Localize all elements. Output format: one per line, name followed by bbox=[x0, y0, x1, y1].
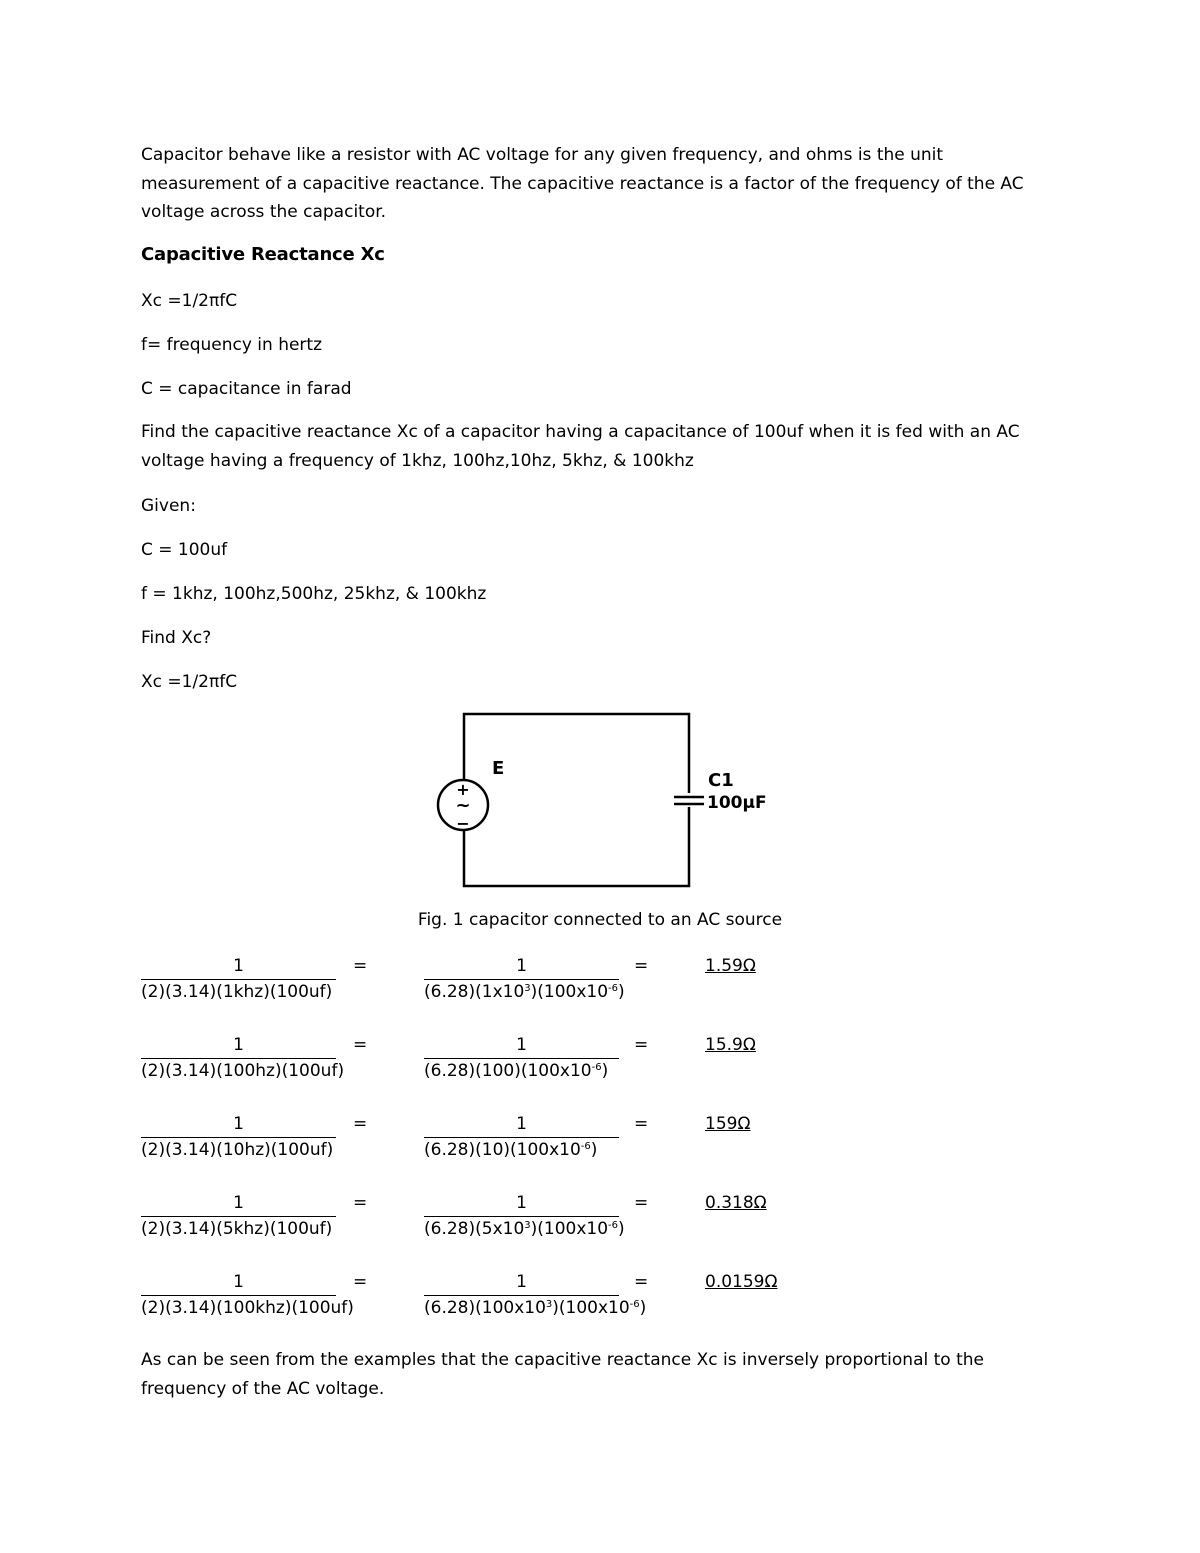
denominator-left: (2)(3.14)(10hz)(100uf) bbox=[141, 1140, 334, 1160]
equals-sign: = bbox=[634, 1272, 649, 1292]
find-label: Find Xc? bbox=[141, 628, 212, 648]
numerator: 1 bbox=[424, 1271, 619, 1296]
given-label: Given: bbox=[141, 496, 196, 516]
denominator-right: $(6.28)(5x10^3)(100x10^{-6})$ bbox=[424, 1219, 625, 1239]
numerator: 1 bbox=[424, 1034, 619, 1059]
source-plus: + bbox=[456, 780, 470, 799]
definition-f: f= frequency in hertz bbox=[141, 335, 323, 355]
figure-caption: Fig. 1 capacitor connected to an AC source bbox=[417, 910, 783, 930]
calculation-row bbox=[0, 955, 1200, 1015]
result-value: 15.9Ω bbox=[705, 1035, 756, 1055]
equals-sign: = bbox=[353, 1035, 368, 1055]
intro-paragraph: Capacitor behave like a resistor with AC voltage for any given frequency, and ohms is the unit measurement of a capacitive reactance. The capacitive reactance is a factor of the frequency of the AC voltage across the capacitor. bbox=[141, 145, 1024, 222]
numerator: 1 bbox=[141, 1034, 336, 1059]
given-capacitance: C = 100uf bbox=[141, 540, 228, 560]
formula-line: Xc =1/2πfC bbox=[141, 291, 238, 311]
conclusion-paragraph: As can be seen from the examples that the capacitive reactance Xc is inversely proportional to the frequency of the AC voltage. bbox=[141, 1350, 984, 1399]
denominator-left: (2)(3.14)(1khz)(100uf) bbox=[141, 982, 333, 1002]
result-value: 159Ω bbox=[705, 1114, 751, 1134]
result-value: 0.0159Ω bbox=[705, 1272, 778, 1292]
calculation-row bbox=[0, 1192, 1200, 1252]
numerator: 1 bbox=[141, 955, 336, 980]
numerator: 1 bbox=[424, 1192, 619, 1217]
result-value: 1.59Ω bbox=[705, 956, 756, 976]
formula-line-2: Xc =1/2πfC bbox=[141, 672, 238, 692]
calculation-row bbox=[0, 1113, 1200, 1173]
numerator: 1 bbox=[141, 1271, 336, 1296]
calculation-row bbox=[0, 1271, 1200, 1331]
wire-top bbox=[464, 714, 689, 793]
equals-sign: = bbox=[634, 1114, 649, 1134]
capacitor-name: C1 bbox=[708, 770, 734, 791]
denominator-right: $(6.28)(1x10^3)(100x10^{-6})$ bbox=[424, 982, 625, 1002]
numerator: 1 bbox=[424, 1113, 619, 1138]
circuit-diagram bbox=[430, 705, 770, 895]
calculation-row bbox=[0, 1034, 1200, 1094]
source-minus: − bbox=[456, 814, 470, 833]
result-value: 0.318Ω bbox=[705, 1193, 767, 1213]
denominator-left: (2)(3.14)(100hz)(100uf) bbox=[141, 1061, 345, 1081]
denominator-left: (2)(3.14)(100khz)(100uf) bbox=[141, 1298, 354, 1318]
denominator-right: $(6.28)(100)(100x10^{-6})$ bbox=[424, 1061, 609, 1081]
given-frequencies: f = 1khz, 100hz,500hz, 25khz, & 100khz bbox=[141, 584, 487, 604]
numerator: 1 bbox=[424, 955, 619, 980]
equals-sign: = bbox=[634, 956, 649, 976]
wire-bottom bbox=[464, 807, 689, 886]
capacitor-value: 100µF bbox=[707, 793, 767, 813]
equals-sign: = bbox=[353, 1272, 368, 1292]
definition-c: C = capacitance in farad bbox=[141, 379, 352, 399]
equals-sign: = bbox=[353, 956, 368, 976]
numerator: 1 bbox=[141, 1192, 336, 1217]
denominator-right: $(6.28)(10)(100x10^{-6})$ bbox=[424, 1140, 598, 1160]
equals-sign: = bbox=[634, 1193, 649, 1213]
equals-sign: = bbox=[353, 1193, 368, 1213]
source-tilde: ~ bbox=[455, 795, 471, 816]
source-label: E bbox=[492, 758, 505, 779]
equals-sign: = bbox=[353, 1114, 368, 1134]
denominator-left: (2)(3.14)(5khz)(100uf) bbox=[141, 1219, 333, 1239]
denominator-right: $(6.28)(100x10^3)(100x10^{-6})$ bbox=[424, 1298, 647, 1318]
numerator: 1 bbox=[141, 1113, 336, 1138]
equals-sign: = bbox=[634, 1035, 649, 1055]
section-heading: Capacitive Reactance Xc bbox=[141, 244, 385, 265]
problem-paragraph: Find the capacitive reactance Xc of a capacitor having a capacitance of 100uf when it is fed with an AC voltage having a frequency of 1khz, 100hz,10hz, 5khz, & 100khz bbox=[141, 422, 1020, 471]
